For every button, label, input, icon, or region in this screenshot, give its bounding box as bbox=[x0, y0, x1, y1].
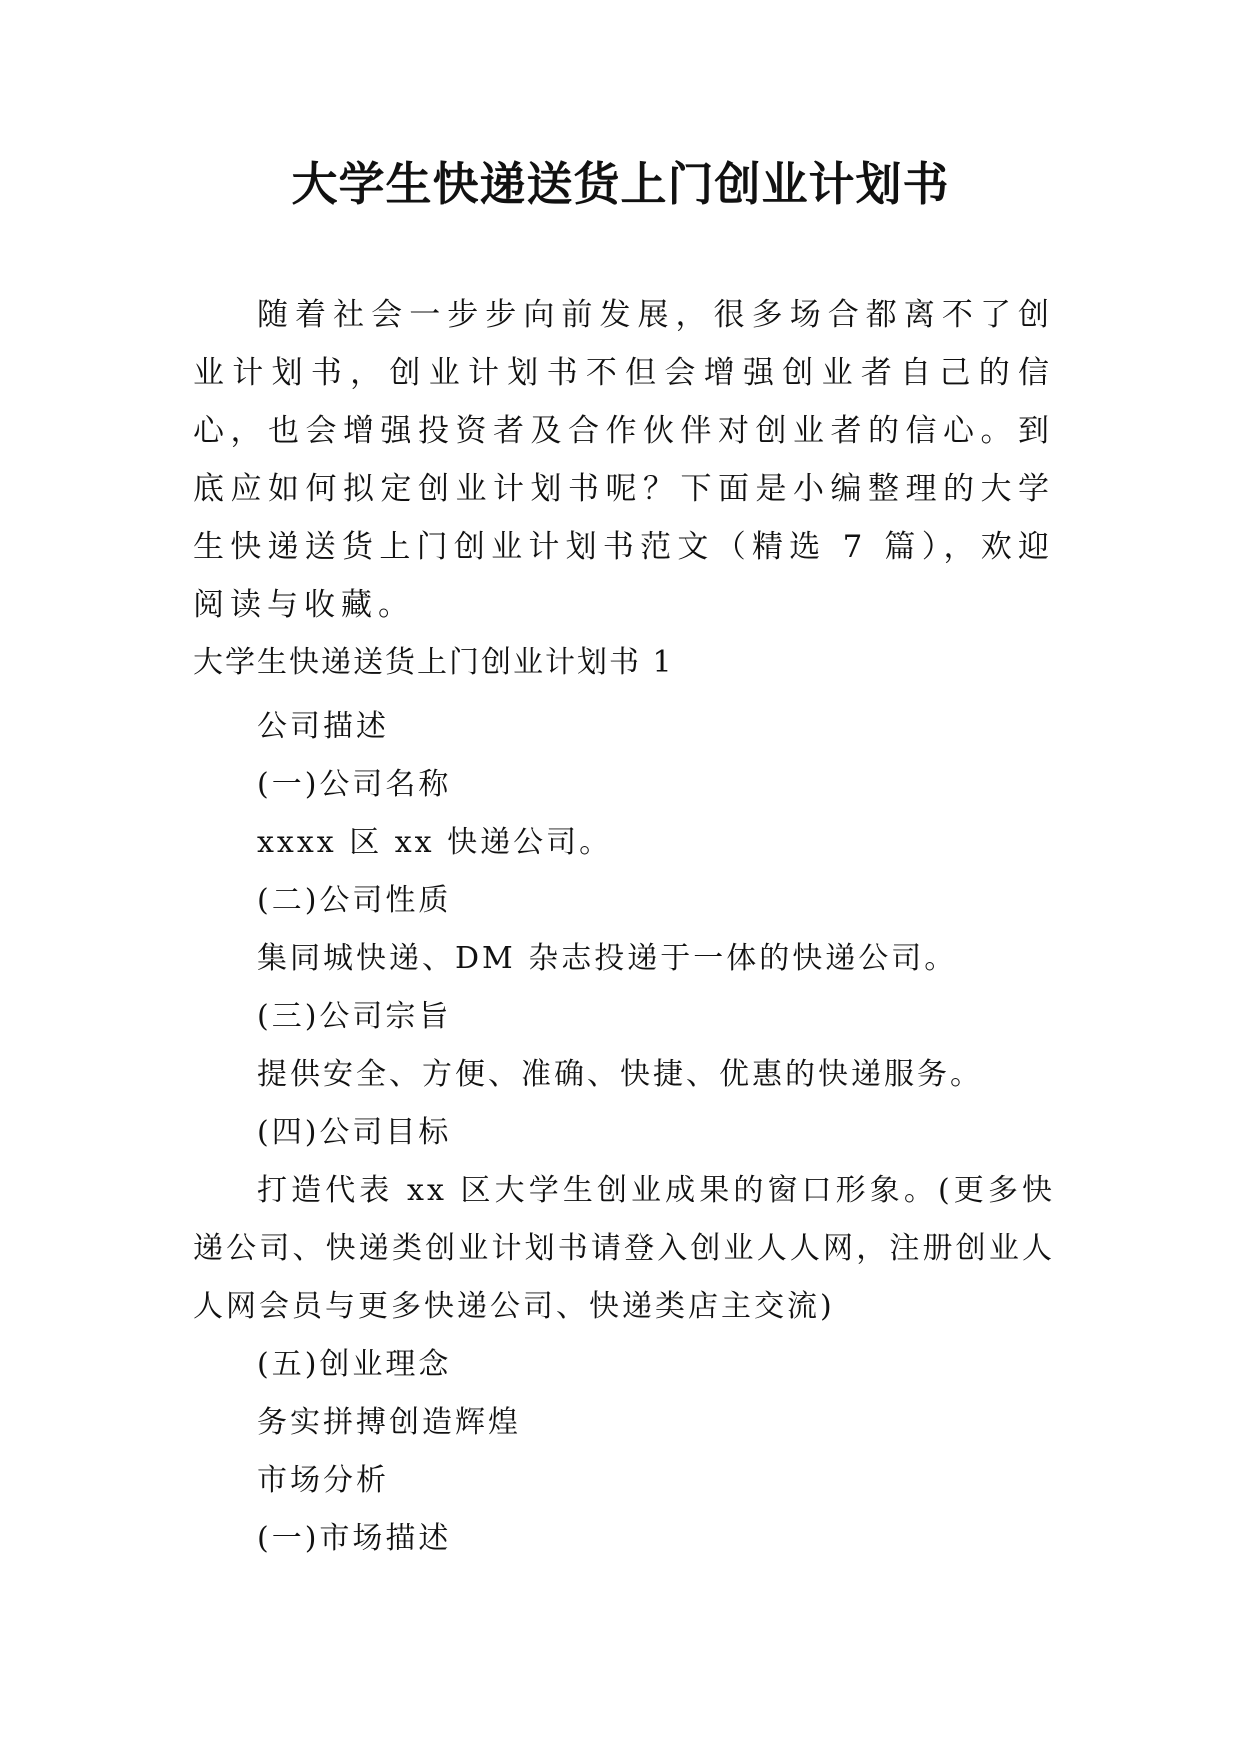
section-heading: 大学生快递送货上门创业计划书 1 bbox=[193, 645, 674, 680]
body-paragraph: (一)公司名称 bbox=[257, 767, 452, 802]
body-paragraph: (二)公司性质 bbox=[257, 883, 452, 918]
body-paragraph: 公司描述 bbox=[257, 709, 389, 744]
body-paragraph: 打造代表 xx 区大学生创业成果的窗口形象。(更多快递公司、快递类创业计划书请登入创业人人网，注册创业人人网会员与更多快递公司、快递类店主交流) bbox=[193, 1173, 1055, 1324]
body-paragraph: 集同城快递、DM 杂志投递于一体的快递公司。 bbox=[257, 941, 958, 976]
body-paragraph: xxxx 区 xx 快递公司。 bbox=[257, 825, 613, 860]
body-paragraph: 市场分析 bbox=[257, 1463, 389, 1498]
body-paragraph: (五)创业理念 bbox=[257, 1347, 452, 1382]
body-paragraph: (四)公司目标 bbox=[257, 1115, 452, 1150]
intro-paragraph: 随着社会一步步向前发展，很多场合都离不了创业计划书，创业计划书不但会增强创业者自己的信心，也会增强投资者及合作伙伴对创业者的信心。到底应如何拟定创业计划书呢？下面是小编整理的大学生快递送货上门创业计划书范文（精选 7 篇），欢迎阅读与收藏。 bbox=[193, 297, 1055, 623]
body-paragraph: 提供安全、方便、准确、快捷、优惠的快递服务。 bbox=[257, 1057, 983, 1092]
body-paragraph: (三)公司宗旨 bbox=[257, 999, 452, 1034]
document-body bbox=[193, 698, 1055, 1568]
body-paragraph: 务实拼搏创造辉煌 bbox=[257, 1405, 521, 1440]
document-title: 大学生快递送货上门创业计划书 bbox=[291, 157, 950, 211]
body-paragraph: (一)市场描述 bbox=[257, 1521, 452, 1556]
